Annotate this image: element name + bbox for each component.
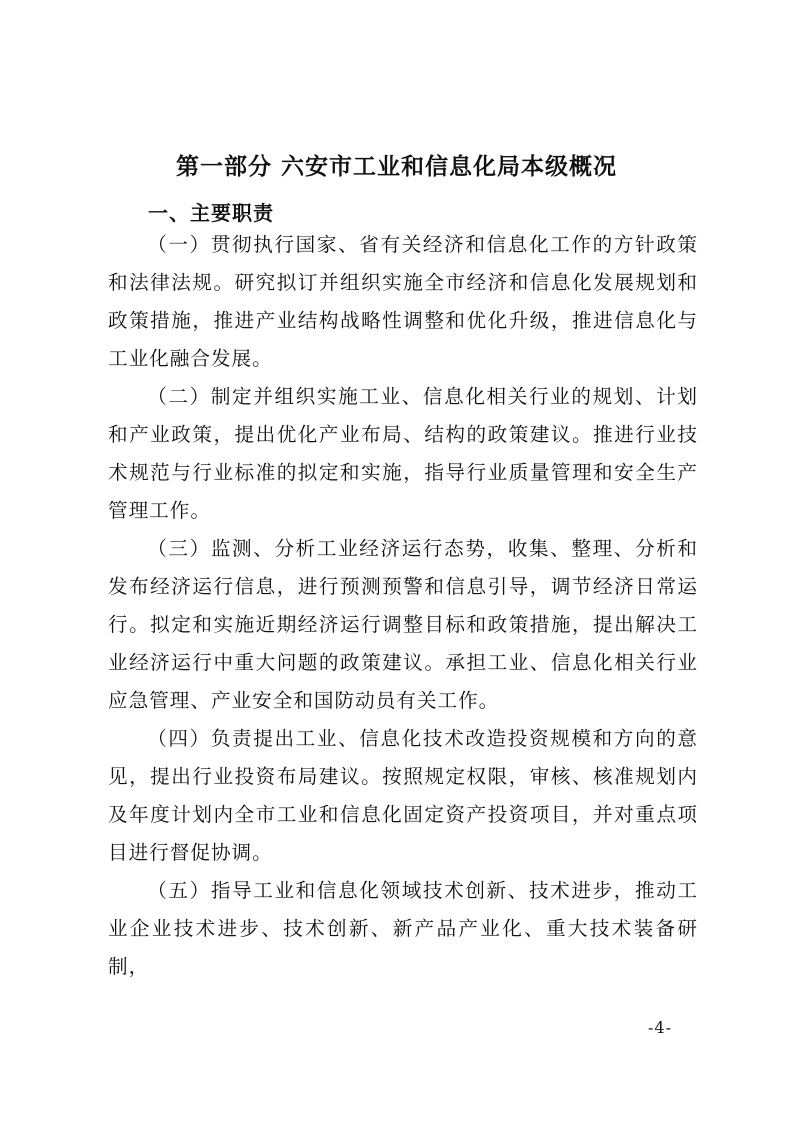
section-heading: 一、主要职责: [148, 201, 274, 225]
paragraph-5: （五）指导工业和信息化领域技术创新、技术进步，推动工业企业技术进步、技术创新、新产品产业化、重大技术装备研制，: [108, 879, 698, 978]
page-number: -4-: [648, 1018, 672, 1037]
paragraph-4: （四）负责提出工业、信息化技术改造投资规模和方向的意见，提出行业投资布局建议。按照规定权限，审核、核准规划内及年度计划内全市工业和信息化固定资产投资项目，并对重点项目进行督促协调。: [108, 727, 698, 864]
paragraph-2: （二）制定并组织实施工业、信息化相关行业的规划、计划和产业政策，提出优化产业布局、结构的政策建议。推进行业技术规范与行业标准的拟定和实施，指导行业质量管理和安全生产管理工作。: [108, 385, 698, 522]
paragraph-3: （三）监测、分析工业经济运行态势，收集、整理、分析和发布经济运行信息，进行预测预警和信息引导，调节经济日常运行。拟定和实施近期经济运行调整目标和政策措施，提出解决工业经济运行中重大问题的政策建议。承担工业、信息化相关行业应急管理、产业安全和国防动员有关工作。: [108, 537, 698, 712]
paragraph-1: （一）贯彻执行国家、省有关经济和信息化工作的方针政策和法律法规。研究拟订并组织实施全市经济和信息化发展规划和政策措施，推进产业结构战略性调整和优化升级，推进信息化与工业化融合发展。: [108, 233, 698, 370]
body-text: [108, 226, 698, 986]
document-title: 第一部分 六安市工业和信息化局本级概况: [175, 154, 617, 180]
